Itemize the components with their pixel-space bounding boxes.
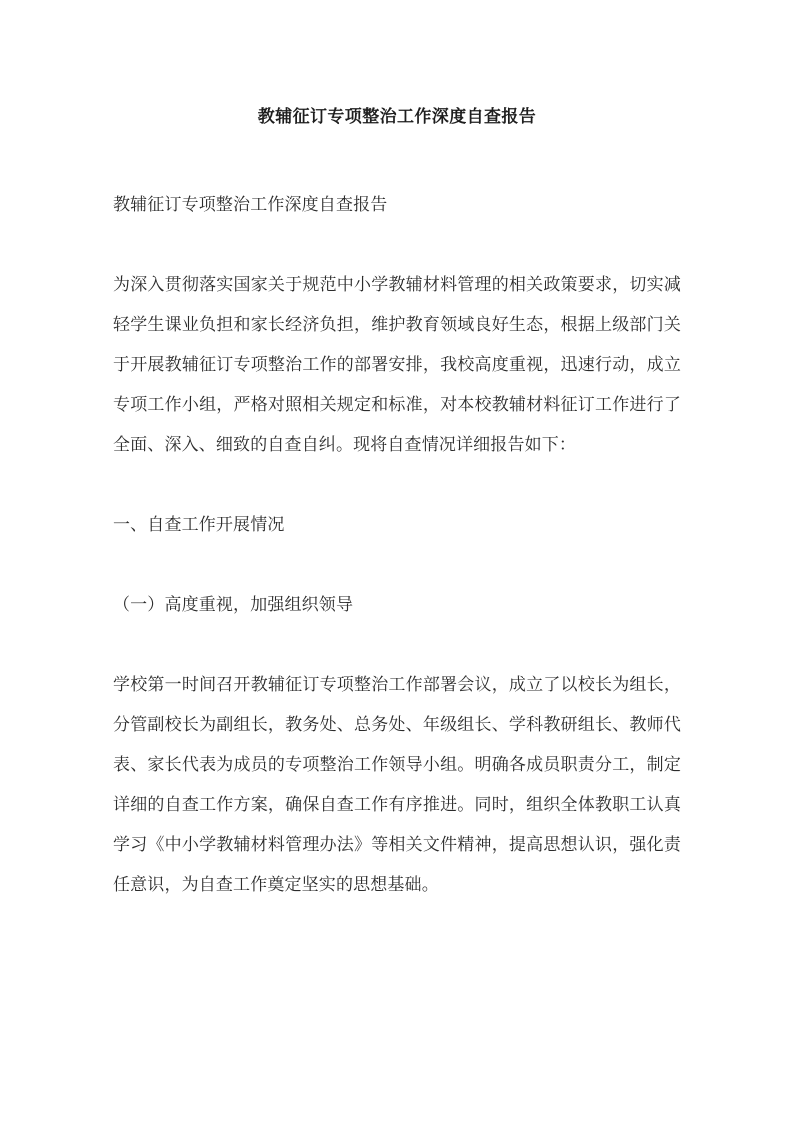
paragraph-spacer: [113, 225, 681, 265]
paragraph-spacer: [113, 465, 681, 505]
page-title: 教辅征订专项整治工作深度自查报告: [257, 107, 537, 127]
document-body: [113, 0, 681, 905]
document-heading-line: 教辅征订专项整治工作深度自查报告: [113, 195, 388, 215]
paragraph-spacer: [113, 625, 681, 665]
section-one-heading: 一、自查工作开展情况: [113, 515, 285, 535]
subsection-one-heading: （一）高度重视，加强组织领导: [113, 595, 354, 615]
intro-paragraph: 为深入贯彻落实国家关于规范中小学教辅材料管理的相关政策要求，切实减轻学生课业负担和家长经济负担，维护教育领域良好生态，根据上级部门关于开展教辅征订专项整治工作的部署安排，我校高度重视，迅速行动，成立专项工作小组，严格对照相关规定和标准，对本校教辅材料征订工作进行了全面、深入、细致的自查自纠。现将自查情况详细报告如下：: [113, 275, 681, 455]
paragraph-spacer: [113, 545, 681, 585]
subsection-one-paragraph: 学校第一时间召开教辅征订专项整治工作部署会议，成立了以校长为组长，分管副校长为副组长，教务处、总务处、年级组长、学科教研组长、教师代表、家长代表为成员的专项整治工作领导小组。明确各成员职责分工，制定详细的自查工作方案，确保自查工作有序推进。同时，组织全体教职工认真学习《中小学教辅材料管理办法》等相关文件精神，提高思想认识，强化责任意识，为自查工作奠定坚实的思想基础。: [113, 675, 681, 895]
title-spacer: [113, 137, 681, 185]
